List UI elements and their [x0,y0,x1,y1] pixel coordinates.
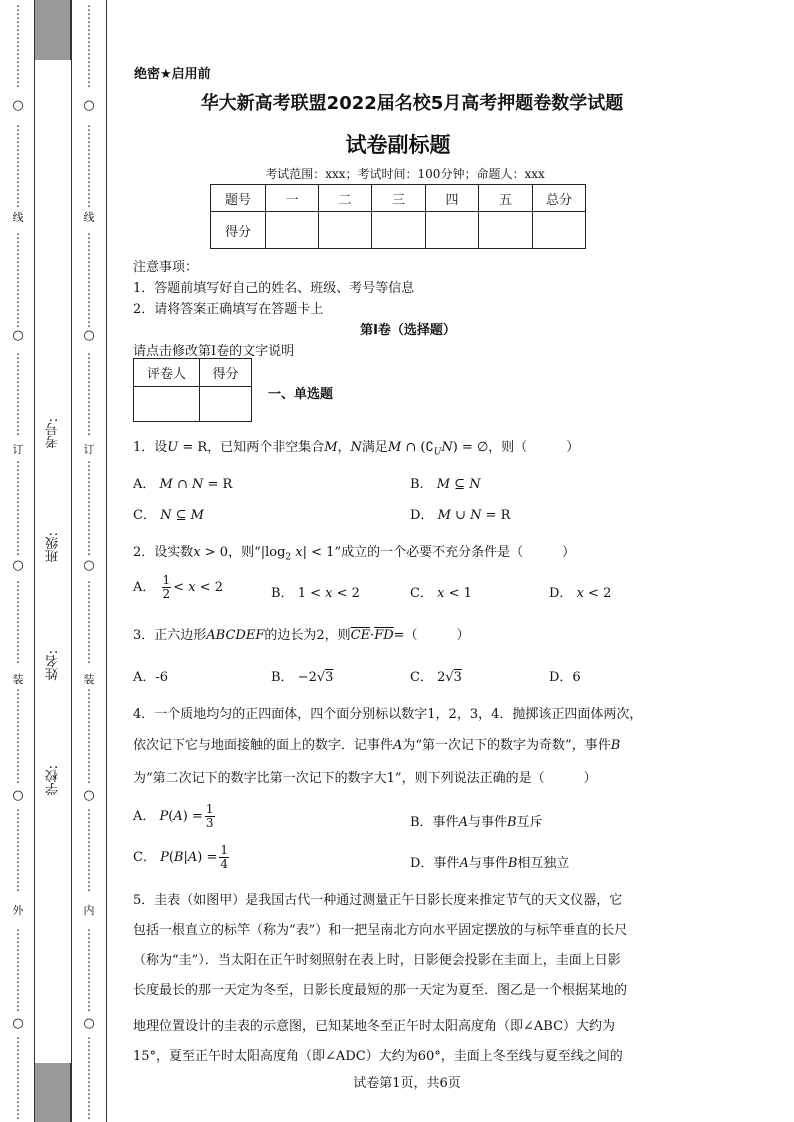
outer-dots: ⋮ [12,879,24,893]
outer-circle-mark: ○ [12,98,24,113]
outer-dots: ⋮ [12,279,24,293]
q1-prefix: 1．设 [133,440,168,455]
fraction: $\frac{1}{4}$ [220,843,229,871]
inner-dots: ⋮ [83,963,95,977]
inner-dots: ⋮ [83,3,95,17]
outer-dots: ⋮ [12,171,24,185]
inner-dots: ⋮ [83,123,95,137]
outer-dots: ⋮ [12,159,24,173]
question-5-line: 15°，夏至正午时太阳高度角（即∠ADC）大约为60°，圭面上冬至线与夏至线之间的 [133,1049,623,1064]
inner-dots: ⋮ [83,423,95,437]
outer-cut-mark: 外 [12,904,24,917]
question-4-option-d[interactable]: D．事件A与事件B相互独立 [410,856,570,871]
outer-dots: ⋮ [12,711,24,725]
outer-dots: ⋮ [12,1047,24,1061]
outer-dots: ⋮ [12,603,24,617]
inner-circle-mark: ○ [83,1016,95,1031]
question-3-option-b[interactable]: B． −2√3 [271,670,334,685]
inner-dots: ⋮ [83,183,95,197]
outer-dots: ⋮ [12,3,24,17]
inner-dots: ⋮ [83,819,95,833]
score-cell[interactable] [479,212,533,249]
question-1-option-b[interactable]: B． M ⊆ N [410,477,481,492]
inner-circle-mark: ○ [83,558,95,573]
outer-circle-mark: ○ [12,788,24,803]
outer-dots: ⋮ [12,255,24,269]
outer-dots: ⋮ [12,315,24,329]
outer-dots: ⋮ [12,639,24,653]
outer-dots: ⋮ [12,615,24,629]
inner-dots: ⋮ [83,927,95,941]
inner-dots: ⋮ [83,603,95,617]
inner-dots: ⋮ [83,1095,95,1109]
inner-dots: ⋮ [83,855,95,869]
question-1-option-a[interactable]: A． M ∩ N = R [133,477,233,492]
question-5-line: （称为“圭”）．当太阳在正午时刻照射在表上时，日影便会投影在圭面上，圭面上日影 [133,953,621,968]
question-1-stem: 1．设U = R，已知两个非空集合M，N满足M ∩ $(∁_UN)$ = ∅，则（ ） [133,440,580,458]
outer-dots: ⋮ [12,819,24,833]
grader-cell[interactable] [134,387,200,422]
score-header-cell: 二 [319,185,372,212]
grader-header-cell: 评卷人 [134,359,200,387]
outer-dots: ⋮ [12,411,24,425]
outer-dots: ⋮ [12,507,24,521]
outer-circle-mark: ○ [12,328,24,343]
outer-dots: ⋮ [12,351,24,365]
inner-dots: ⋮ [83,987,95,1001]
inner-cut-mark: 订 [83,443,95,456]
outer-dots: ⋮ [12,243,24,257]
inner-dots: ⋮ [83,507,95,521]
outer-dots: ⋮ [12,723,24,737]
inner-dots: ⋮ [83,639,95,653]
question-1-option-d[interactable]: D． M ∪ N = R [410,508,511,523]
outer-dots: ⋮ [12,195,24,209]
inner-dots: ⋮ [83,687,95,701]
inner-dots: ⋮ [83,375,95,389]
inner-dots: ⋮ [83,627,95,641]
score-header-cell: 五 [479,185,533,212]
inner-dots: ⋮ [83,147,95,161]
outer-dots: ⋮ [12,387,24,401]
inner-dots: ⋮ [83,699,95,713]
score-row-label: 得分 [211,212,266,249]
outer-dots: ⋮ [12,375,24,389]
outer-dots: ⋮ [12,363,24,377]
inner-dots: ⋮ [83,39,95,53]
score-cell[interactable] [533,212,586,249]
question-3-option-a[interactable]: A．-6 [133,670,169,685]
fraction: $\frac{1}{2}$ [162,573,171,601]
inner-dots: ⋮ [83,999,95,1013]
inner-dots: ⋮ [83,1107,95,1121]
outer-dots: ⋮ [12,747,24,761]
outer-dots: ⋮ [12,843,24,857]
outer-dots: ⋮ [12,735,24,749]
inner-dots: ⋮ [83,483,95,497]
outer-dots: ⋮ [12,183,24,197]
outer-dots: ⋮ [12,867,24,881]
outer-dots: ⋮ [12,495,24,509]
inner-dots: ⋮ [83,975,95,989]
inner-dots: ⋮ [83,1035,95,1049]
inner-dots: ⋮ [83,771,95,785]
outer-dots: ⋮ [12,927,24,941]
grader-cell[interactable] [200,387,252,422]
outer-dots: ⋮ [12,123,24,137]
outer-dots: ⋮ [12,831,24,845]
outer-dots: ⋮ [12,759,24,773]
school-label: 学校: [46,765,61,796]
outer-dots: ⋮ [12,627,24,641]
score-header-cell: 四 [426,185,479,212]
question-5-line: 地理位置设计的圭表的示意图，已知某地冬至正午时太阳高度角（即∠ABC）大约为 [133,1019,616,1034]
outer-dots: ⋮ [12,1095,24,1109]
inner-dots: ⋮ [83,651,95,665]
outer-dots: ⋮ [12,591,24,605]
inner-dots: ⋮ [83,399,95,413]
outer-dots: ⋮ [12,987,24,1001]
inner-dots: ⋮ [83,315,95,329]
question-2-option-a[interactable]: A． $\frac{1}{2}$ < x < 2 [133,573,223,601]
outer-dots: ⋮ [12,231,24,245]
inner-dots: ⋮ [83,411,95,425]
outer-dots: ⋮ [12,1071,24,1085]
page-title: 华大新高考联盟2022届名校5月高考押题卷数学试题 [200,93,624,114]
question-2-option-b[interactable]: B． 1 < x < 2 [271,586,360,601]
outer-dots: ⋮ [12,423,24,437]
outer-dots: ⋮ [12,1107,24,1121]
exam-no-label: 考号: [46,418,61,449]
question-2-stem: 2．设实数x > 0，则“$|\log_2$ x| < 1”成立的一个必要不充分条件是（ ） [133,545,576,563]
inner-dots: ⋮ [83,1083,95,1097]
outer-dots: ⋮ [12,519,24,533]
inner-dots: ⋮ [83,195,95,209]
inner-circle-mark: ○ [83,788,95,803]
question-2-option-c[interactable]: C． x < 1 [410,586,472,601]
inner-dots: ⋮ [83,255,95,269]
class-label: 班级: [46,532,61,563]
inner-dots: ⋮ [83,159,95,173]
inner-dots: ⋮ [83,15,95,29]
inner-dots: ⋮ [83,543,95,557]
secret-mark: 绝密★启用前 [134,67,211,82]
outer-circle-mark: ○ [12,558,24,573]
outer-dots: ⋮ [12,483,24,497]
outer-dots: ⋮ [12,807,24,821]
score-header-cell: 题号 [211,185,266,212]
question-2-option-d[interactable]: D． x < 2 [549,586,612,601]
inner-dots: ⋮ [83,363,95,377]
outer-dots: ⋮ [12,135,24,149]
outer-dots: ⋮ [12,459,24,473]
margin-gray-block-top [34,0,71,60]
inner-dots: ⋮ [83,267,95,281]
page-subtitle: 试卷副标题 [345,133,451,157]
outer-dots: ⋮ [12,1035,24,1049]
outer-cut-mark: 装 [12,673,24,686]
outer-dots: ⋮ [12,699,24,713]
outer-cut-mark: 线 [12,211,24,224]
notice-item: 2．请将答案正确填写在答题卡上 [133,302,324,317]
outer-dots: ⋮ [12,687,24,701]
question-3-stem: 3．正六边形ABCDEF的边长为2，则$\overline{CE}\cdot\overline{FD}=$（ ） [133,628,470,643]
outer-dots: ⋮ [12,303,24,317]
outer-cut-mark: 订 [12,443,24,456]
outer-dots: ⋮ [12,651,24,665]
question-3-option-d[interactable]: D．6 [549,670,581,685]
inner-dots: ⋮ [83,243,95,257]
outer-dots: ⋮ [12,63,24,77]
score-cell[interactable] [426,212,479,249]
inner-circle-mark: ○ [83,328,95,343]
name-label: 姓名: [46,650,61,681]
question-1-option-c[interactable]: C． N ⊆ M [133,508,204,523]
outer-dots: ⋮ [12,951,24,965]
outer-dots: ⋮ [12,39,24,53]
outer-dots: ⋮ [12,147,24,161]
grader-header-cell: 得分 [200,359,252,387]
q1-text2: 满足 [361,440,388,455]
inner-dots: ⋮ [83,135,95,149]
q1-end: ，则（ ） [488,440,580,455]
notice-title: 注意事项： [133,260,199,275]
inner-cut-mark: 装 [83,673,95,686]
inner-dots: ⋮ [83,579,95,593]
inner-dots: ⋮ [83,387,95,401]
inner-dots: ⋮ [83,747,95,761]
outer-dots: ⋮ [12,963,24,977]
inner-dots: ⋮ [83,27,95,41]
outer-dots: ⋮ [12,855,24,869]
inner-dots: ⋮ [83,279,95,293]
outer-dots: ⋮ [12,579,24,593]
inner-dots: ⋮ [83,879,95,893]
inner-dots: ⋮ [83,807,95,821]
inner-dots: ⋮ [83,843,95,857]
outer-dots: ⋮ [12,543,24,557]
inner-cut-mark: 内 [83,904,95,917]
inner-dots: ⋮ [83,723,95,737]
outer-circle-mark: ○ [12,1016,24,1031]
outer-dots: ⋮ [12,939,24,953]
inner-dots: ⋮ [83,939,95,953]
inner-dots: ⋮ [83,951,95,965]
inner-cut-mark: 线 [83,211,95,224]
outer-dots: ⋮ [12,51,24,65]
outer-dots: ⋮ [12,75,24,89]
question-4-line: 为“第二次记下的数字比第一次记下的数字大1”，则下列说法正确的是（ ） [133,771,597,786]
notice-item: 1．答题前填写好自己的姓名、班级、考号等信息 [133,281,415,296]
outer-dots: ⋮ [12,1083,24,1097]
inner-dots: ⋮ [83,51,95,65]
outer-dots: ⋮ [12,15,24,29]
inner-dots: ⋮ [83,1071,95,1085]
fraction: $\frac{1}{3}$ [205,802,214,830]
score-header-cell: 一 [266,185,319,212]
score-cell[interactable] [319,212,372,249]
inner-dots: ⋮ [83,1059,95,1073]
score-cell[interactable] [266,212,319,249]
inner-dots: ⋮ [83,231,95,245]
question-4-line: 依次记下它与地面接触的面上的数字．记事件A为“第一次记下的数字为奇数”，事件B [133,738,621,753]
section1-title: 一、单选题 [268,387,334,402]
exam-info: 考试范围：xxx；考试时间：100分钟；命题人：xxx [265,167,545,181]
inner-dots: ⋮ [83,495,95,509]
inner-dots: ⋮ [83,759,95,773]
inner-dots: ⋮ [83,351,95,365]
outer-dots: ⋮ [12,267,24,281]
inner-dots: ⋮ [83,867,95,881]
inner-dots: ⋮ [83,711,95,725]
outer-dots: ⋮ [12,399,24,413]
page-footer: 试卷第1页，共6页 [353,1076,461,1091]
inner-dots: ⋮ [83,1047,95,1061]
question-4-option-b[interactable]: B．事件A与事件B互斥 [410,815,543,830]
outer-dots: ⋮ [12,975,24,989]
inner-circle-mark: ○ [83,98,95,113]
question-4-option-a[interactable]: A． P(A) = $\frac{1}{3}$ [133,802,214,830]
part1-title: 第I卷（选择题） [360,323,456,338]
score-header-cell: 三 [372,185,426,212]
grader-table [133,358,252,422]
inner-dots: ⋮ [83,63,95,77]
inner-dots: ⋮ [83,459,95,473]
inner-dots: ⋮ [83,471,95,485]
question-4-line: 4．一个质地均匀的正四面体，四个面分别标以数字1，2，3，4．抛掷该正四面体两次， [133,707,643,722]
inner-dots: ⋮ [83,735,95,749]
question-4-option-c[interactable]: C． P(B|A) = $\frac{1}{4}$ [133,843,229,871]
inner-dots: ⋮ [83,591,95,605]
score-cell[interactable] [372,212,426,249]
inner-dots: ⋮ [83,303,95,317]
inner-dots: ⋮ [83,171,95,185]
inner-dots: ⋮ [83,531,95,545]
question-5-line: 5．圭表（如图甲）是我国古代一种通过测量正午日影长度来推定节气的天文仪器，它 [133,893,623,908]
score-header-cell: 总分 [533,185,586,212]
q1-text: ，已知两个非空集合 [207,440,325,455]
outer-dots: ⋮ [12,291,24,305]
inner-dots: ⋮ [83,615,95,629]
outer-dots: ⋮ [12,471,24,485]
question-5-line: 包括一根直立的标竿（称为“表”）和一把呈南北方向水平固定摆放的与标竿垂直的长尺 [133,923,628,938]
outer-dots: ⋮ [12,999,24,1013]
question-5-line: 长度最长的那一天定为冬至，日影长度最短的那一天定为夏至．图乙是一个根据某地的 [133,983,628,998]
outer-dots: ⋮ [12,771,24,785]
outer-dots: ⋮ [12,531,24,545]
score-table [210,184,586,249]
inner-dots: ⋮ [83,519,95,533]
inner-dots: ⋮ [83,291,95,305]
part1-desc: 请点击修改第I卷的文字说明 [133,344,295,359]
inner-dots: ⋮ [83,831,95,845]
question-3-option-c[interactable]: C． 2√3 [410,670,462,685]
outer-dots: ⋮ [12,1059,24,1073]
inner-dots: ⋮ [83,75,95,89]
outer-dots: ⋮ [12,27,24,41]
